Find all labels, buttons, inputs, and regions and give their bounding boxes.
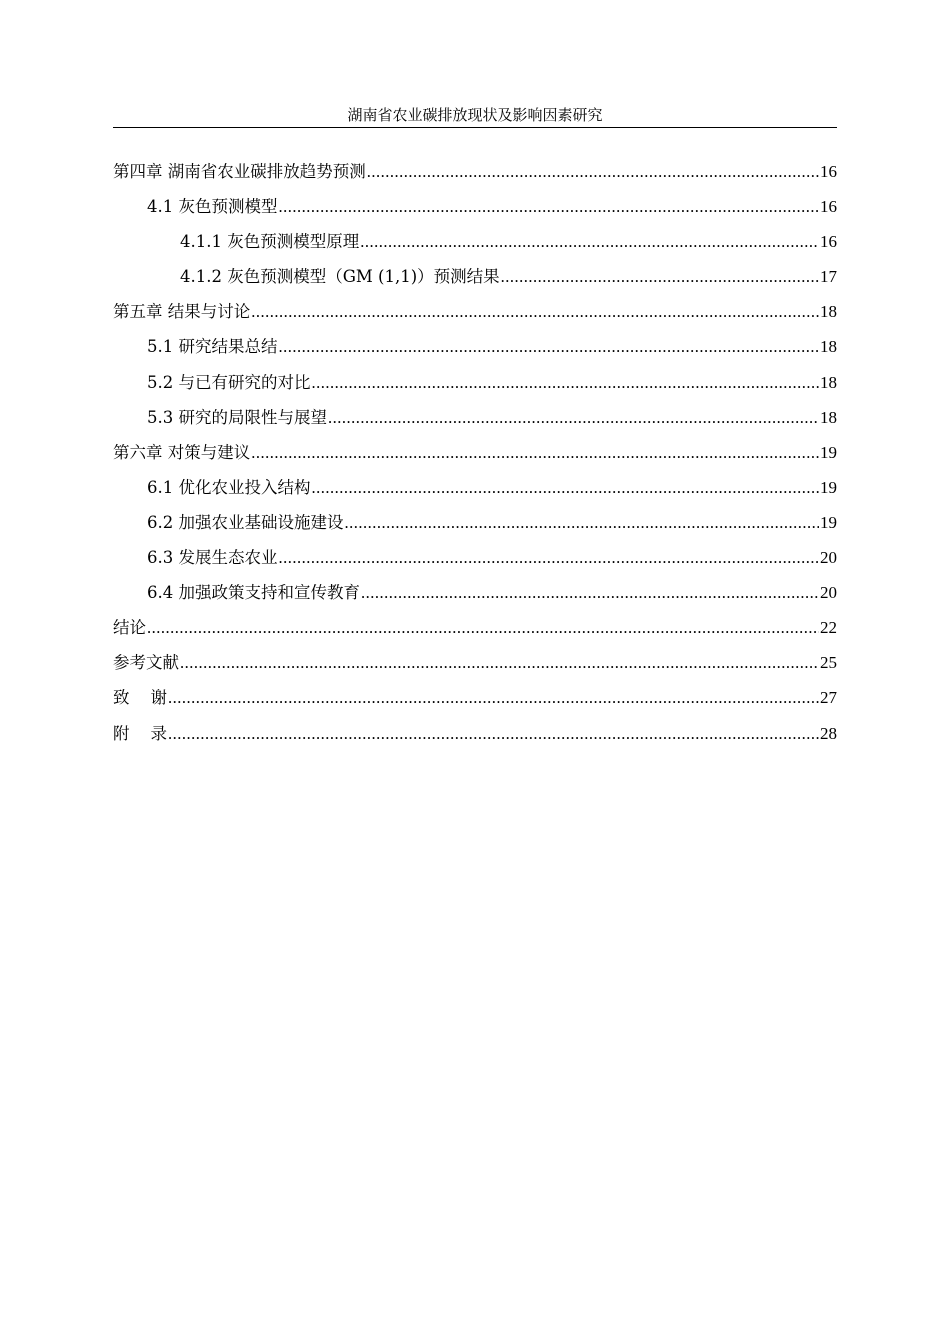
running-header: 湖南省农业碳排放现状及影响因素研究 xyxy=(347,106,603,124)
toc-entry-label: 第四章 湖南省农业碳排放趋势预测 xyxy=(113,162,366,181)
toc-dot-leader xyxy=(279,333,820,361)
toc-entry-5-2[interactable] xyxy=(113,369,837,404)
toc-entry-label: 致 谢 xyxy=(113,688,167,708)
toc-page-number: 18 xyxy=(820,337,837,357)
toc-dot-leader xyxy=(501,263,819,291)
toc-entry-label: 4.1 灰色预测模型 xyxy=(147,197,278,217)
toc-dot-leader xyxy=(168,684,819,712)
toc-dot-leader xyxy=(251,298,819,326)
toc-entry-4-1[interactable] xyxy=(113,193,837,228)
toc-dot-leader xyxy=(367,158,819,186)
toc-dot-leader xyxy=(312,474,820,502)
toc-entry-label: 第五章 结果与讨论 xyxy=(113,302,251,322)
toc-entry-label: 6.3 发展生态农业 xyxy=(147,548,278,568)
toc-page-number: 27 xyxy=(820,688,837,708)
toc-dot-leader xyxy=(180,649,819,677)
toc-dot-leader xyxy=(312,369,820,397)
toc-entry-label: 4.1.1 灰色预测模型原理 xyxy=(180,232,360,252)
toc-entry-5-1[interactable] xyxy=(113,333,837,368)
toc-dot-leader xyxy=(360,228,819,256)
toc-page-number: 19 xyxy=(820,442,837,462)
toc-page-number: 18 xyxy=(820,372,837,392)
toc-entry-conclusion[interactable] xyxy=(113,614,837,649)
toc-page-number: 16 xyxy=(820,197,837,217)
table-of-contents xyxy=(113,158,837,755)
toc-page-number: 16 xyxy=(820,162,837,181)
toc-dot-leader xyxy=(279,193,820,221)
toc-entry-4-1-2[interactable] xyxy=(113,263,837,298)
toc-dot-leader xyxy=(251,439,819,467)
toc-entry-label: 第六章 对策与建议 xyxy=(113,442,251,462)
toc-page-number: 28 xyxy=(820,723,837,743)
toc-dot-leader xyxy=(168,720,819,748)
toc-entry-6-1[interactable] xyxy=(113,474,837,509)
toc-page-number: 19 xyxy=(820,477,837,497)
toc-page-number: 20 xyxy=(820,548,837,568)
toc-entry-acknowledgements[interactable] xyxy=(113,684,837,719)
toc-entry-references[interactable] xyxy=(113,649,837,684)
toc-entry-appendix[interactable] xyxy=(113,720,837,755)
toc-dot-leader xyxy=(361,579,819,607)
toc-entry-chapter-4[interactable] xyxy=(113,158,837,193)
header-rule xyxy=(113,127,837,128)
toc-page-number: 22 xyxy=(820,618,837,638)
toc-page-number: 20 xyxy=(820,583,837,603)
toc-entry-label: 5.1 研究结果总结 xyxy=(147,337,278,357)
toc-entry-label: 5.3 研究的局限性与展望 xyxy=(147,407,327,427)
toc-entry-label: 6.1 优化农业投入结构 xyxy=(147,477,311,497)
toc-page-number: 25 xyxy=(820,653,837,673)
toc-dot-leader xyxy=(279,544,820,572)
toc-dot-leader xyxy=(147,614,819,642)
toc-entry-label: 5.2 与已有研究的对比 xyxy=(147,372,311,392)
toc-entry-label: 6.2 加强农业基础设施建设 xyxy=(147,512,344,532)
toc-entry-label: 结论 xyxy=(113,618,146,638)
toc-entry-6-3[interactable] xyxy=(113,544,837,579)
toc-entry-label: 附 录 xyxy=(113,723,167,743)
toc-entry-chapter-6[interactable] xyxy=(113,439,837,474)
toc-page-number: 19 xyxy=(820,512,837,532)
toc-dot-leader xyxy=(328,404,819,432)
toc-entry-5-3[interactable] xyxy=(113,404,837,439)
toc-entry-4-1-1[interactable] xyxy=(113,228,837,263)
toc-page-number: 17 xyxy=(820,267,837,287)
toc-entry-label: 6.4 加强政策支持和宣传教育 xyxy=(147,583,360,603)
toc-entry-chapter-5[interactable] xyxy=(113,298,837,333)
toc-page-number: 18 xyxy=(820,302,837,322)
toc-page-number: 18 xyxy=(820,407,837,427)
toc-entry-label: 参考文献 xyxy=(113,653,179,673)
toc-page-number: 16 xyxy=(820,232,837,252)
toc-entry-6-4[interactable] xyxy=(113,579,837,614)
toc-entry-label: 4.1.2 灰色预测模型（GM (1,1)）预测结果 xyxy=(180,267,500,287)
toc-entry-6-2[interactable] xyxy=(113,509,837,544)
toc-dot-leader xyxy=(345,509,820,537)
